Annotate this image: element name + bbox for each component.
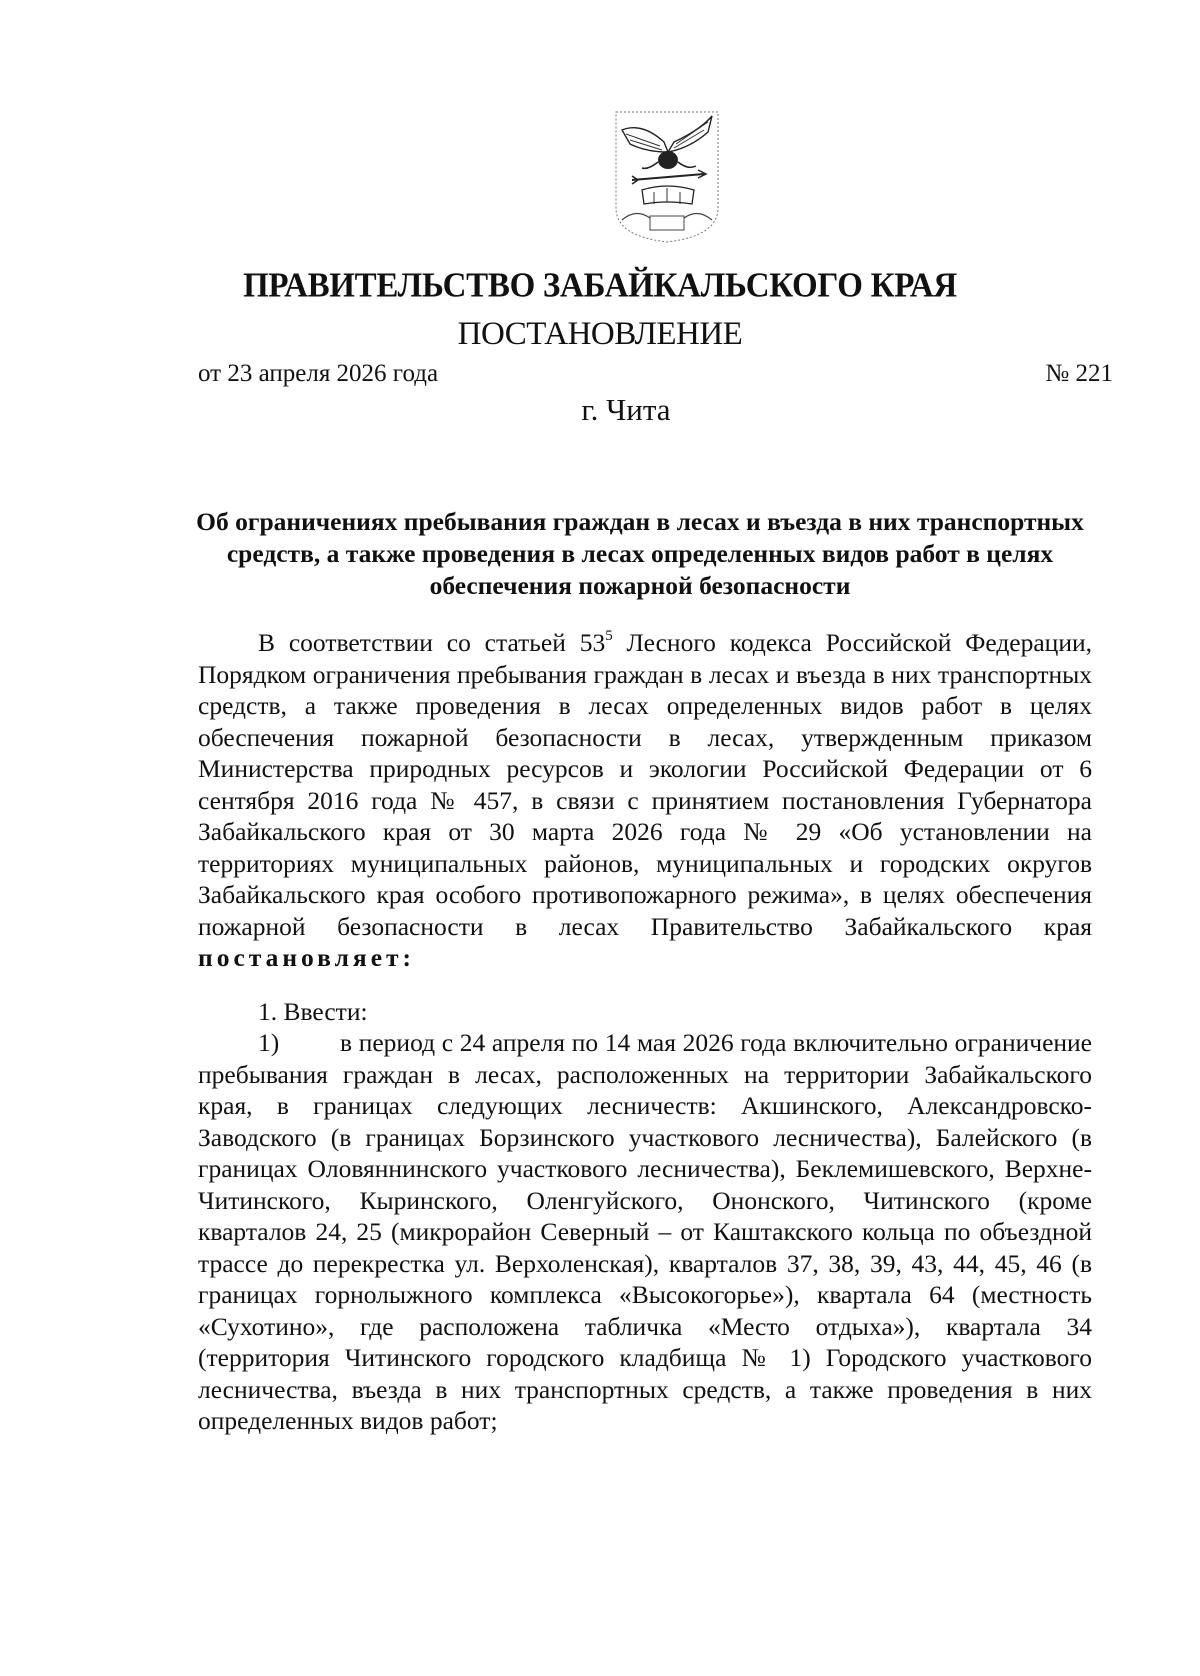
document-number: № 221	[1045, 360, 1113, 387]
preamble-text-part1: В соответствии со статьей 53	[258, 628, 606, 657]
decree-word: постановляет:	[198, 943, 416, 972]
item-1-heading: 1. Ввести:	[258, 996, 368, 1026]
coat-of-arms-emblem	[612, 108, 722, 244]
subitem-1-text: в период с 24 апреля по 14 мая 2026 года включительно ограничение пребывания граждан в лесах, расположенных на территории Забайкальского края, в границах следующих лесничеств: Акшинского, Александровско-Заводского (в границах Борзинского участкового лесничества), Балейского (в границах Оловяннинского участкового лесничества), Беклемишевского, Верхне-Читинского, Кыринского, Оленгуйского, Ононского, Читинского (кроме кварталов 24, 25 (микрорайон Северный – от Каштакского кольца по объездной трассе до перекрестка ул. Верхоленская), кварталов 37, 38, 39, 43, 44, 45, 46 (в границах горнолыжного комплекса «Высокогорье»), квартала 64 (местность «Сухотино», где расположена табличка «Место отдыха»), квартала 34 (территория Читинского городского кладбища № 1) Городского участкового лесничества, въезда в них транспортных средств, а также проведения в них определенных видов работ;	[198, 1028, 1092, 1435]
subitem-1-number: 1)	[258, 1028, 280, 1057]
article-superscript: 5	[605, 627, 613, 644]
subitem-1-paragraph	[198, 1027, 1092, 1437]
document-title: Об ограничениях пребывания граждан в лесах и въезда в них транспортных средств, а также проведения в лесах определенных видов работ в целях обеспечения пожарной безопасности	[196, 507, 1084, 600]
organization-name: ПРАВИТЕЛЬСТВО ЗАБАЙКАЛЬСКОГО КРАЯ	[243, 267, 957, 305]
document-body	[198, 627, 1092, 1437]
document-city: г. Чита	[581, 392, 671, 427]
document-date: от 23 апреля 2026 года	[198, 360, 439, 387]
preamble-text-part2: Лесного кодекса Российской Федерации, Порядком ограничения пребывания граждан в лесах и въезда в них транспортных средств, а также проведения в лесах определенных видов работ в целях обеспечения пожарной безопасности в лесах, утвержденным приказом Министерства природных ресурсов и экологии Российской Федерации от 6 сентября 2016 года № 457, в связи с принятием постановления Губернатора Забайкальского края от 30 марта 2026 года № 29 «Об установлении на территориях муниципальных районов, муниципальных и городских округов Забайкальского края особого противопожарного режима», в целях обеспечения пожарной безопасности в лесах Правительство Забайкальского края	[198, 628, 1092, 941]
preamble-paragraph	[198, 627, 1092, 974]
document-type: ПОСТАНОВЛЕНИЕ	[457, 316, 743, 352]
